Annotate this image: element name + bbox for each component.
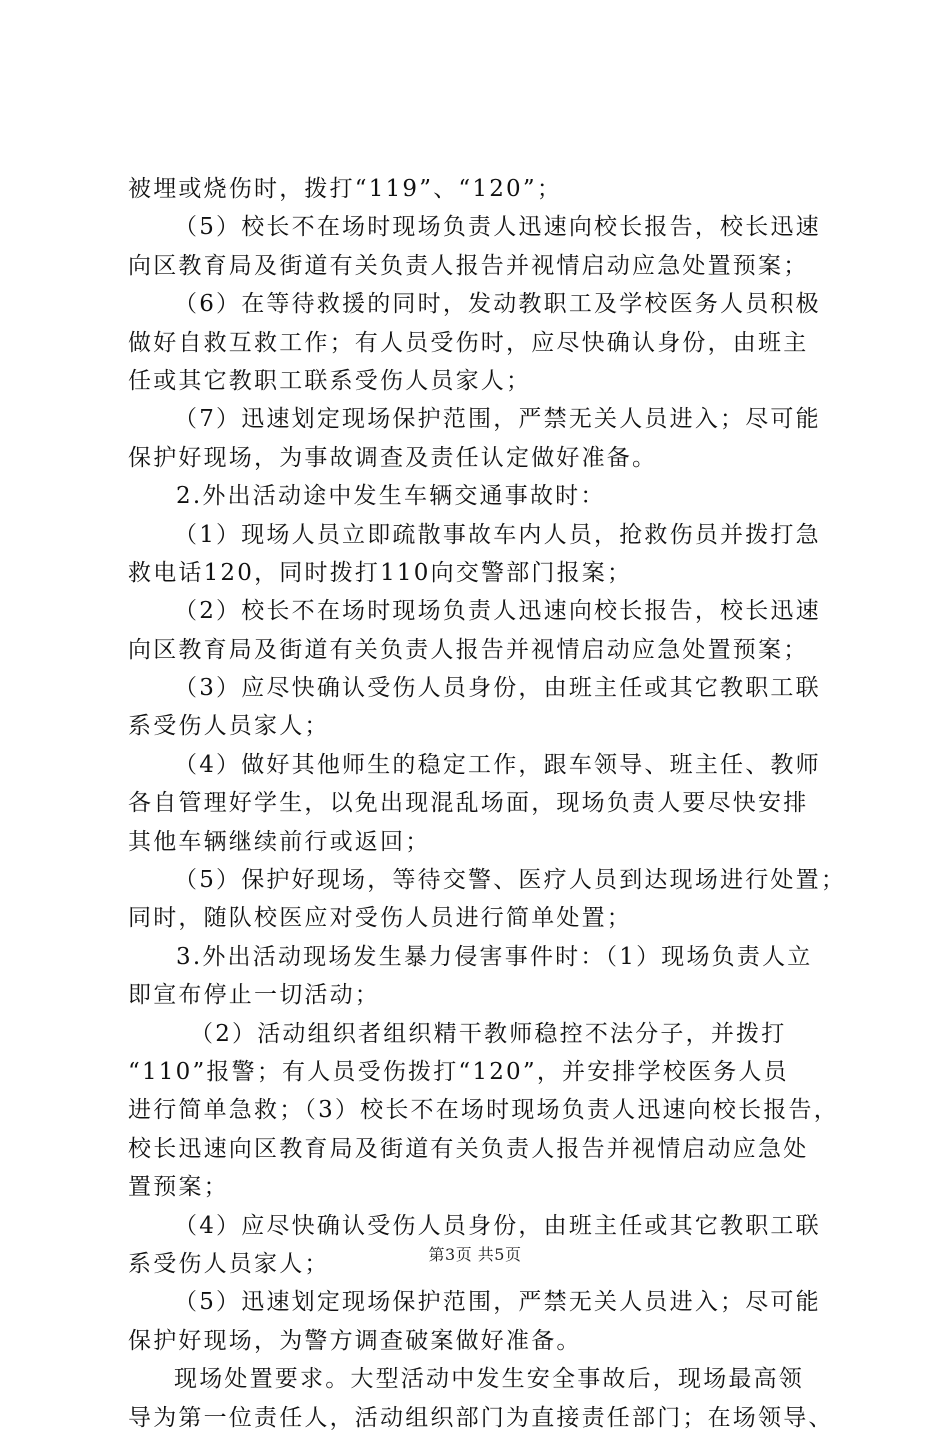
text-line: 向区教育局及街道有关负责人报告并视情启动应急处置预案； xyxy=(128,636,809,663)
text-line: 同时，随队校医应对受伤人员进行简单处置； xyxy=(128,905,632,932)
text-line: 导为第一位责任人，活动组织部门为直接责任部门；在场领导、 xyxy=(128,1404,834,1431)
text-line: （6）在等待救援的同时，发动教职工及学校医务人员积极 xyxy=(174,291,821,318)
text-line: 进行简单急救；（3）校长不在场时现场负责人迅速向校长报告， xyxy=(128,1097,839,1124)
text-line: （4）做好其他师生的稳定工作，跟车领导、班主任、教师 xyxy=(174,751,821,778)
text-line: （5）校长不在场时现场负责人迅速向校长报告，校长迅速 xyxy=(174,214,821,241)
text-line: 保护好现场，为事故调查及责任认定做好准备。 xyxy=(128,444,658,471)
text-line: （4）应尽快确认受伤人员身份，由班主任或其它教职工联 xyxy=(174,1212,821,1239)
text-line: 被埋或烧伤时，拨打“119”、“120”； xyxy=(128,176,563,202)
text-line: （2）校长不在场时现场负责人迅速向校长报告，校长迅速 xyxy=(174,598,821,625)
text-line: 系受伤人员家人； xyxy=(128,1250,330,1277)
text-line: 现场处置要求。大型活动中发生安全事故后，现场最高领 xyxy=(174,1366,804,1393)
text-line: （3）应尽快确认受伤人员身份，由班主任或其它教职工联 xyxy=(174,675,821,702)
text-line: 校长迅速向区教育局及街道有关负责人报告并视情启动应急处 xyxy=(128,1135,809,1162)
text-line: 做好自救互救工作；有人员受伤时，应尽快确认身份，由班主 xyxy=(128,329,809,356)
text-line: “110”报警；有人员受伤拨打“120”，并安排学校医务人员 xyxy=(128,1058,789,1085)
text-line: （7）迅速划定现场保护范围，严禁无关人员进入；尽可能 xyxy=(174,406,821,433)
text-line: 保护好现场，为警方调查破案做好准备。 xyxy=(128,1327,582,1354)
text-line: （1）现场人员立即疏散事故车内人员，抢救伤员并拨打急 xyxy=(174,521,821,548)
text-line: 系受伤人员家人； xyxy=(128,713,330,740)
page-number-label: 第3页 共5页 xyxy=(428,1245,522,1264)
text-line: （2）活动组织者组织精干教师稳控不法分子，并拨打 xyxy=(190,1020,787,1047)
page-footer xyxy=(0,1245,950,1265)
text-line: 即宣布停止一切活动； xyxy=(128,982,380,1009)
text-line: 各自管理好学生，以免出现混乱场面，现场负责人要尽快安排 xyxy=(128,790,809,817)
section-heading: 3.外出活动现场发生暴力侵害事件时：（1）现场负责人立 xyxy=(176,943,813,970)
text-line: （5）迅速划定现场保护范围，严禁无关人员进入；尽可能 xyxy=(174,1289,821,1316)
text-line: 向区教育局及街道有关负责人报告并视情启动应急处置预案； xyxy=(128,252,809,279)
text-line: 救电话120，同时拨打110向交警部门报案； xyxy=(128,559,633,586)
text-line: 置预案； xyxy=(128,1174,229,1201)
text-line: 任或其它教职工联系受伤人员家人； xyxy=(128,367,532,394)
text-line: （5）保护好现场，等待交警、医疗人员到达现场进行处置； xyxy=(174,867,847,894)
text-line: 其他车辆继续前行或返回； xyxy=(128,828,431,855)
section-heading: 2.外出活动途中发生车辆交通事故时： xyxy=(176,483,606,510)
